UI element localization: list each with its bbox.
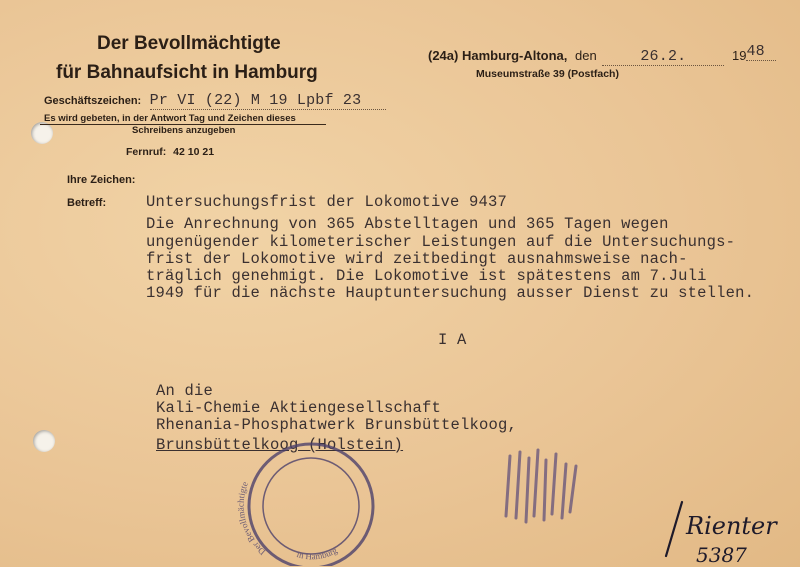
reference-note-line2: Schreibens anzugeben <box>132 125 236 136</box>
ia-mark: I A <box>438 331 467 349</box>
punch-hole-bottom <box>33 430 55 452</box>
body-line-3: frist der Lokomotive wird zeitbedingt ausnahmsweise nach- <box>146 250 688 268</box>
body-line-2: ungenügender kilometerischer Leistungen auf die Untersuchungs- <box>146 233 736 251</box>
body-line-4: träglich genehmigt. Die Lokomotive ist spätestens am 7.Juli <box>146 267 707 285</box>
reference-rule <box>40 124 326 125</box>
punch-hole-top <box>31 122 53 144</box>
authority-name-line1: Der Bevollmächtigte <box>97 33 281 54</box>
phone-number: 42 10 21 <box>173 146 215 158</box>
reference-label: Geschäftszeichen: <box>44 95 142 107</box>
phone-label: Fernruf: <box>126 146 167 158</box>
year-suffix: 48 <box>746 43 776 61</box>
recipient-line2: Kali-Chemie Aktiengesellschaft <box>156 399 442 417</box>
official-stamp <box>236 436 386 566</box>
reference-note-line1: Es wird gebeten, in der Antwort Tag und Zeichen dieses <box>44 113 296 124</box>
den-label: den <box>575 48 597 63</box>
reference-row <box>44 91 386 110</box>
stamp-text-bottom: in Hamburg <box>295 545 339 562</box>
recipient-line3: Rhenania-Phosphatwerk Brunsbüttelkoog, <box>156 416 518 434</box>
subject-line: Untersuchungsfrist der Lokomotive 9437 <box>146 193 508 211</box>
address: Museumstraße 39 (Postfach) <box>476 68 619 80</box>
stamp-text-left: Der Bevollmächtigte <box>236 480 268 558</box>
stamp-outer-ring <box>249 444 373 566</box>
place: (24a) Hamburg-Altona, <box>428 48 568 63</box>
authority-name-line2: für Bahnaufsicht in Hamburg <box>56 62 318 83</box>
signature-name: Rienter <box>686 512 777 540</box>
betreff-label: Betreff: <box>67 197 107 209</box>
handwritten-signature <box>652 490 792 565</box>
ihre-zeichen-label: Ihre Zeichen: <box>67 174 136 186</box>
body-line-5: 1949 für die nächste Hauptuntersuchung ausser Dienst zu stellen. <box>146 284 755 302</box>
phone-row <box>126 146 214 158</box>
place-date-row <box>428 43 776 66</box>
ink-scribble-mark <box>496 446 586 526</box>
recipient-line4: Brunsbüttelkoog (Holstein) <box>156 436 404 454</box>
body-line-1: Die Anrechnung von 365 Abstelltagen und 365 Tagen wegen <box>146 215 669 233</box>
reference-value: Pr VI (22) M 19 Lpbf 23 <box>150 92 386 110</box>
recipient-line1: An die <box>156 382 214 400</box>
year-prefix: 19 <box>731 48 747 63</box>
stamp-inner-ring <box>263 458 359 554</box>
signature-number: 5387 <box>696 543 747 565</box>
letter-date: 26.2. <box>602 48 724 66</box>
